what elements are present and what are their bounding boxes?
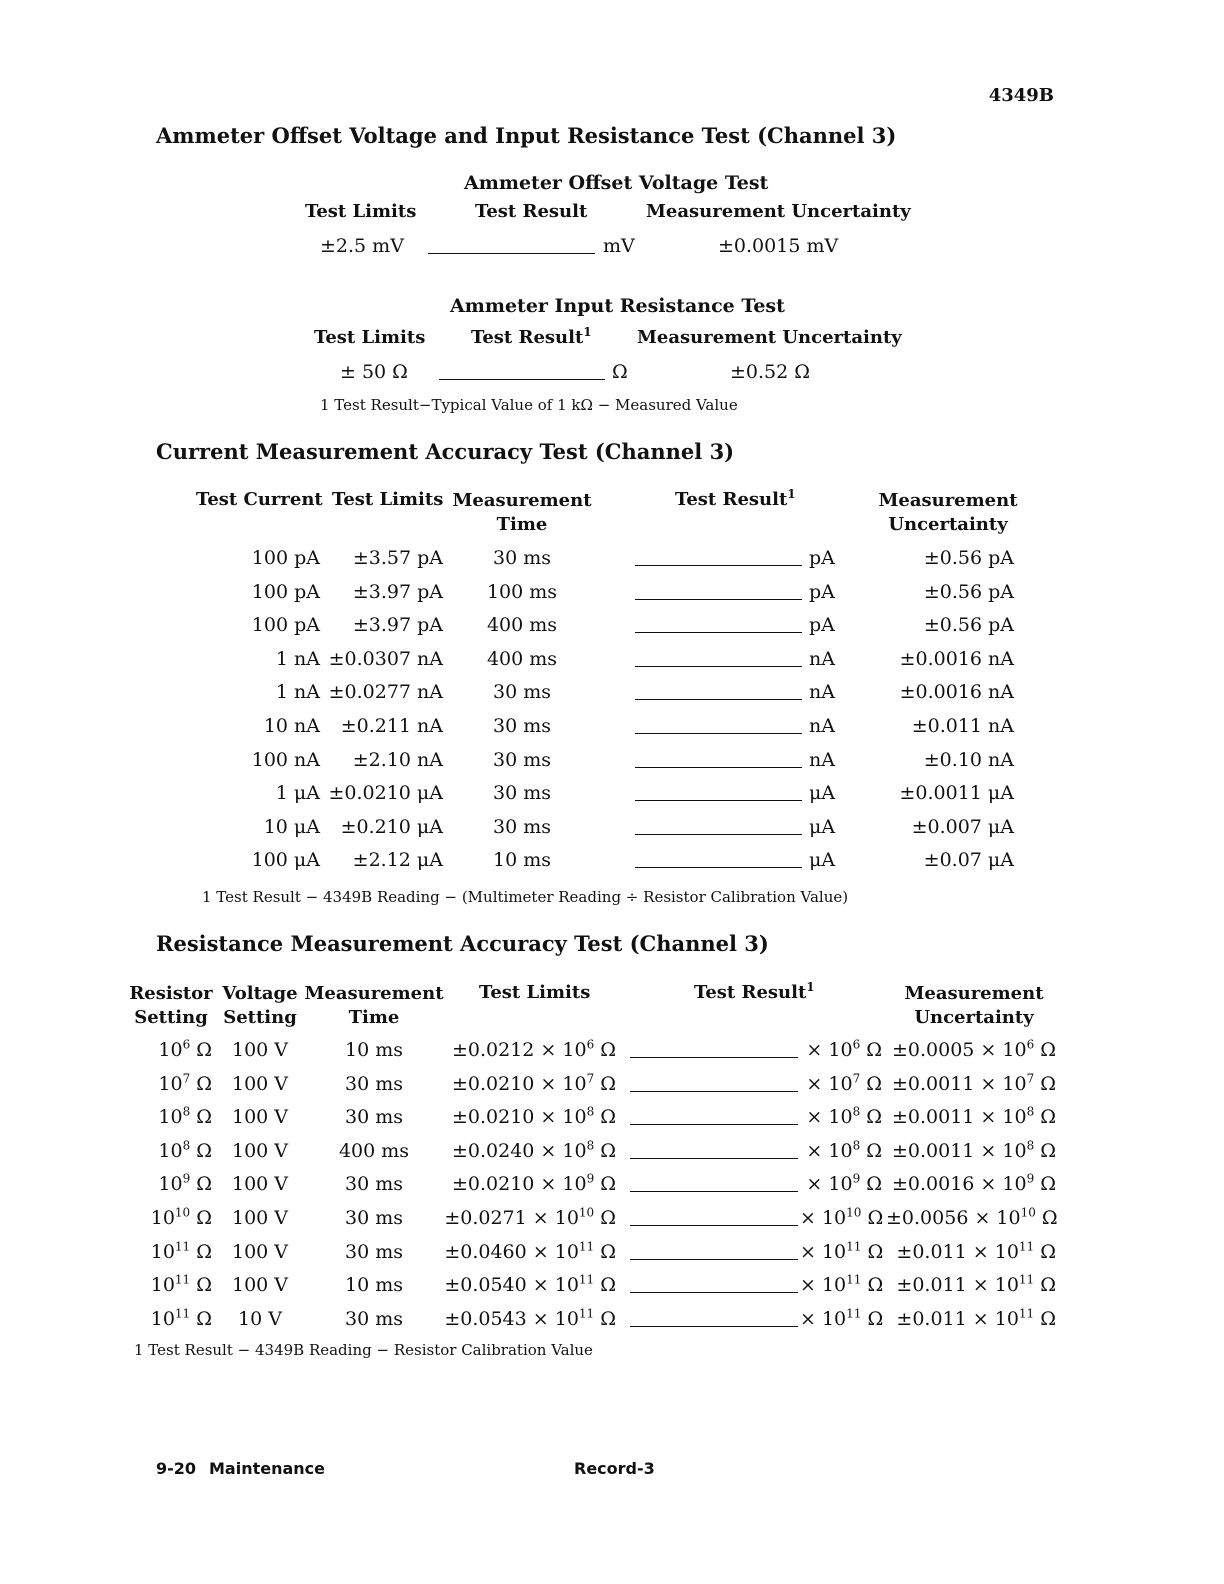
current-result-blank xyxy=(635,733,802,734)
res-cell-result-unit: × $10^8$ Ω xyxy=(806,1104,882,1128)
res-col-meas-time: Measurement Time xyxy=(304,983,444,1028)
res-cell-voltage: 100 V xyxy=(231,1241,289,1263)
res-result-blank xyxy=(630,1259,798,1260)
current-result-blank xyxy=(635,699,802,700)
res-cell-test-limit: $\pm 0.0543 \times 10^{11}$ Ω xyxy=(444,1306,616,1330)
current-cell-test-current: 1 nA xyxy=(275,648,320,670)
current-cell-test-current: 1 μA xyxy=(275,782,320,804)
res-cell-test-limit: $\pm 0.0212 \times 10^6$ Ω xyxy=(451,1037,616,1061)
current-cell-meas-time: 10 ms xyxy=(493,849,551,871)
res-cell-meas-time: 30 ms xyxy=(345,1073,403,1095)
current-cell-uncertainty: ±0.0011 μA xyxy=(899,782,1014,804)
footer-section: Maintenance xyxy=(209,1459,326,1478)
offset-limit: ±2.5 mV xyxy=(320,235,404,257)
current-cell-test-limit: ±3.57 pA xyxy=(352,547,443,569)
current-result-blank xyxy=(635,867,802,868)
offset-col-limits: Test Limits xyxy=(305,201,417,222)
current-cell-test-limit: ±3.97 pA xyxy=(352,614,443,636)
footer-record: Record-3 xyxy=(574,1459,655,1478)
current-result-blank xyxy=(635,834,802,835)
current-cell-uncertainty: ±0.0016 nA xyxy=(899,681,1014,703)
current-result-blank xyxy=(635,565,802,566)
input-footnote: 1 Test Result−Typical Value of 1 kΩ − Measured Value xyxy=(320,396,738,414)
res-cell-meas-time: 10 ms xyxy=(345,1274,403,1296)
res-cell-meas-time: 30 ms xyxy=(345,1241,403,1263)
current-cell-test-current: 1 nA xyxy=(275,681,320,703)
current-result-blank xyxy=(635,666,802,667)
current-footnote: 1 Test Result − 4349B Reading − (Multimeter Reading ÷ Resistor Calibration Value) xyxy=(202,888,849,906)
res-cell-test-limit: $\pm 0.0271 \times 10^{10}$ Ω xyxy=(444,1205,616,1229)
current-cell-meas-time: 30 ms xyxy=(493,749,551,771)
current-cell-test-limit: ±0.0210 μA xyxy=(328,782,443,804)
offset-col-uncertainty: Measurement Uncertainty xyxy=(646,201,911,222)
current-cell-test-limit: ±0.210 μA xyxy=(340,816,443,838)
current-cell-uncertainty: ±0.011 nA xyxy=(911,715,1014,737)
res-cell-resistor-setting: $10^7$ Ω xyxy=(158,1071,212,1095)
section-title-current: Current Measurement Accuracy Test (Channel 3) xyxy=(156,439,735,464)
offset-col-result: Test Result xyxy=(475,201,588,222)
current-cell-meas-time: 30 ms xyxy=(493,547,551,569)
input-result-blank xyxy=(439,379,605,380)
res-cell-test-limit: $\pm 0.0240 \times 10^8$ Ω xyxy=(451,1138,616,1162)
current-cell-uncertainty: ±0.56 pA xyxy=(923,614,1014,636)
resistance-footnote: 1 Test Result − 4349B Reading − Resistor Calibration Value xyxy=(134,1341,593,1359)
res-cell-voltage: 100 V xyxy=(231,1207,289,1229)
res-cell-test-limit: $\pm 0.0210 \times 10^8$ Ω xyxy=(451,1104,616,1128)
res-cell-test-limit: $\pm 0.0210 \times 10^9$ Ω xyxy=(451,1171,616,1195)
current-cell-unit: μA xyxy=(809,849,836,871)
res-cell-result-unit: × $10^{10}$ Ω xyxy=(800,1205,884,1229)
res-cell-uncertainty: $\pm 0.0011 \times 10^8$ Ω xyxy=(891,1104,1056,1128)
res-cell-result-unit: × $10^8$ Ω xyxy=(806,1138,882,1162)
current-cell-unit: μA xyxy=(809,782,836,804)
section-title-offset-input: Ammeter Offset Voltage and Input Resistance Test (Channel 3) xyxy=(156,123,897,148)
current-cell-meas-time: 400 ms xyxy=(486,614,558,636)
res-col-uncertainty: Measurement Uncertainty xyxy=(904,983,1044,1028)
res-cell-uncertainty: $\pm 0.011 \times 10^{11}$ Ω xyxy=(896,1239,1056,1263)
current-col-test-limits: Test Limits xyxy=(332,489,444,510)
res-result-blank xyxy=(630,1326,798,1327)
res-cell-meas-time: 400 ms xyxy=(338,1140,410,1162)
current-cell-test-current: 100 μA xyxy=(251,849,320,871)
res-cell-uncertainty: $\pm 0.011 \times 10^{11}$ Ω xyxy=(896,1306,1056,1330)
input-col-result: Test Result$^1$ xyxy=(471,325,592,348)
res-result-blank xyxy=(630,1225,798,1226)
res-cell-uncertainty: $\pm 0.0005 \times 10^6$ Ω xyxy=(891,1037,1056,1061)
current-cell-uncertainty: ±0.56 pA xyxy=(923,547,1014,569)
offset-test-title: Ammeter Offset Voltage Test xyxy=(464,172,769,194)
res-cell-meas-time: 30 ms xyxy=(345,1207,403,1229)
res-cell-meas-time: 30 ms xyxy=(345,1308,403,1330)
current-cell-unit: nA xyxy=(809,715,835,737)
current-col-uncertainty: Measurement Uncertainty xyxy=(878,490,1018,535)
res-cell-result-unit: × $10^{11}$ Ω xyxy=(800,1306,884,1330)
res-cell-uncertainty: $\pm 0.0011 \times 10^7$ Ω xyxy=(891,1071,1056,1095)
current-cell-uncertainty: ±0.10 nA xyxy=(923,749,1014,771)
res-cell-test-limit: $\pm 0.0210 \times 10^7$ Ω xyxy=(451,1071,616,1095)
current-cell-uncertainty: ±0.0016 nA xyxy=(899,648,1014,670)
input-col-limits: Test Limits xyxy=(314,327,426,348)
res-result-blank xyxy=(630,1191,798,1192)
current-result-blank xyxy=(635,767,802,768)
current-cell-unit: pA xyxy=(809,547,835,569)
current-cell-unit: nA xyxy=(809,681,835,703)
res-col-test-result: Test Result$^1$ xyxy=(694,980,815,1003)
input-unit: Ω xyxy=(612,361,628,383)
res-cell-resistor-setting: $10^{11}$ Ω xyxy=(150,1239,212,1263)
current-cell-meas-time: 30 ms xyxy=(493,715,551,737)
current-cell-test-limit: ±2.10 nA xyxy=(352,749,443,771)
current-cell-meas-time: 30 ms xyxy=(493,782,551,804)
res-cell-resistor-setting: $10^8$ Ω xyxy=(158,1138,212,1162)
current-cell-test-current: 100 pA xyxy=(251,547,320,569)
res-col-voltage: Voltage Setting xyxy=(222,983,298,1028)
res-cell-meas-time: 30 ms xyxy=(345,1106,403,1128)
current-col-test-result: Test Result$^1$ xyxy=(675,487,796,510)
res-cell-test-limit: $\pm 0.0540 \times 10^{11}$ Ω xyxy=(444,1272,616,1296)
current-cell-meas-time: 100 ms xyxy=(486,581,558,603)
current-cell-unit: nA xyxy=(809,648,835,670)
current-cell-test-limit: ±0.211 nA xyxy=(340,715,443,737)
current-cell-unit: μA xyxy=(809,816,836,838)
res-result-blank xyxy=(630,1091,798,1092)
input-limit: ± 50 Ω xyxy=(340,361,408,383)
res-cell-result-unit: × $10^{11}$ Ω xyxy=(800,1239,884,1263)
current-col-test-current: Test Current xyxy=(196,489,323,510)
current-cell-test-limit: ±0.0277 nA xyxy=(328,681,443,703)
res-cell-result-unit: × $10^7$ Ω xyxy=(806,1071,882,1095)
res-cell-voltage: 100 V xyxy=(231,1073,289,1095)
offset-result-blank xyxy=(428,253,595,254)
res-cell-uncertainty: $\pm 0.0011 \times 10^8$ Ω xyxy=(891,1138,1056,1162)
current-cell-test-limit: ±2.12 μA xyxy=(352,849,443,871)
current-cell-uncertainty: ±0.56 pA xyxy=(923,581,1014,603)
res-cell-voltage: 100 V xyxy=(231,1140,289,1162)
res-cell-resistor-setting: $10^{11}$ Ω xyxy=(150,1272,212,1296)
res-cell-resistor-setting: $10^6$ Ω xyxy=(158,1037,212,1061)
current-cell-test-limit: ±0.0307 nA xyxy=(328,648,443,670)
current-col-meas-time: Measurement Time xyxy=(452,490,592,535)
current-cell-uncertainty: ±0.07 μA xyxy=(923,849,1014,871)
current-cell-test-limit: ±3.97 pA xyxy=(352,581,443,603)
current-cell-unit: nA xyxy=(809,749,835,771)
section-title-resistance: Resistance Measurement Accuracy Test (Channel 3) xyxy=(156,931,769,956)
offset-uncertainty: ±0.0015 mV xyxy=(718,235,839,257)
res-cell-test-limit: $\pm 0.0460 \times 10^{11}$ Ω xyxy=(444,1239,616,1263)
res-cell-uncertainty: $\pm 0.0056 \times 10^{10}$ Ω xyxy=(886,1205,1058,1229)
res-cell-voltage: 100 V xyxy=(231,1106,289,1128)
res-result-blank xyxy=(630,1158,798,1159)
res-cell-resistor-setting: $10^9$ Ω xyxy=(158,1171,212,1195)
res-cell-resistor-setting: $10^8$ Ω xyxy=(158,1104,212,1128)
current-cell-unit: pA xyxy=(809,614,835,636)
current-cell-test-current: 100 pA xyxy=(251,581,320,603)
current-cell-test-current: 100 nA xyxy=(251,749,320,771)
res-cell-result-unit: × $10^6$ Ω xyxy=(806,1037,882,1061)
res-cell-resistor-setting: $10^{11}$ Ω xyxy=(150,1306,212,1330)
input-test-title: Ammeter Input Resistance Test xyxy=(450,295,785,317)
res-cell-result-unit: × $10^9$ Ω xyxy=(806,1171,882,1195)
res-cell-meas-time: 30 ms xyxy=(345,1173,403,1195)
current-cell-meas-time: 30 ms xyxy=(493,816,551,838)
current-result-blank xyxy=(635,632,802,633)
res-result-blank xyxy=(630,1124,798,1125)
footer-page-number: 9-20 xyxy=(156,1459,197,1478)
res-cell-result-unit: × $10^{11}$ Ω xyxy=(800,1272,884,1296)
current-cell-test-current: 100 pA xyxy=(251,614,320,636)
document-id: 4349B xyxy=(988,85,1054,106)
res-result-blank xyxy=(630,1057,798,1058)
res-cell-resistor-setting: $10^{10}$ Ω xyxy=(150,1205,212,1229)
res-cell-uncertainty: $\pm 0.011 \times 10^{11}$ Ω xyxy=(896,1272,1056,1296)
current-cell-meas-time: 30 ms xyxy=(493,681,551,703)
current-cell-test-current: 10 nA xyxy=(263,715,320,737)
current-cell-unit: pA xyxy=(809,581,835,603)
current-result-blank xyxy=(635,800,802,801)
res-cell-voltage: 100 V xyxy=(231,1274,289,1296)
current-cell-test-current: 10 μA xyxy=(263,816,320,838)
res-col-resistor: Resistor Setting xyxy=(129,983,213,1028)
res-result-blank xyxy=(630,1292,798,1293)
input-uncertainty: ±0.52 Ω xyxy=(730,361,811,383)
res-cell-voltage: 10 V xyxy=(238,1308,282,1330)
current-cell-uncertainty: ±0.007 μA xyxy=(911,816,1014,838)
current-cell-meas-time: 400 ms xyxy=(486,648,558,670)
res-cell-meas-time: 10 ms xyxy=(345,1039,403,1061)
res-cell-uncertainty: $\pm 0.0016 \times 10^9$ Ω xyxy=(891,1171,1056,1195)
res-cell-voltage: 100 V xyxy=(231,1039,289,1061)
res-cell-voltage: 100 V xyxy=(231,1173,289,1195)
input-col-uncertainty: Measurement Uncertainty xyxy=(637,327,902,348)
current-result-blank xyxy=(635,599,802,600)
offset-unit: mV xyxy=(603,235,635,257)
res-col-test-limits: Test Limits xyxy=(479,982,591,1003)
